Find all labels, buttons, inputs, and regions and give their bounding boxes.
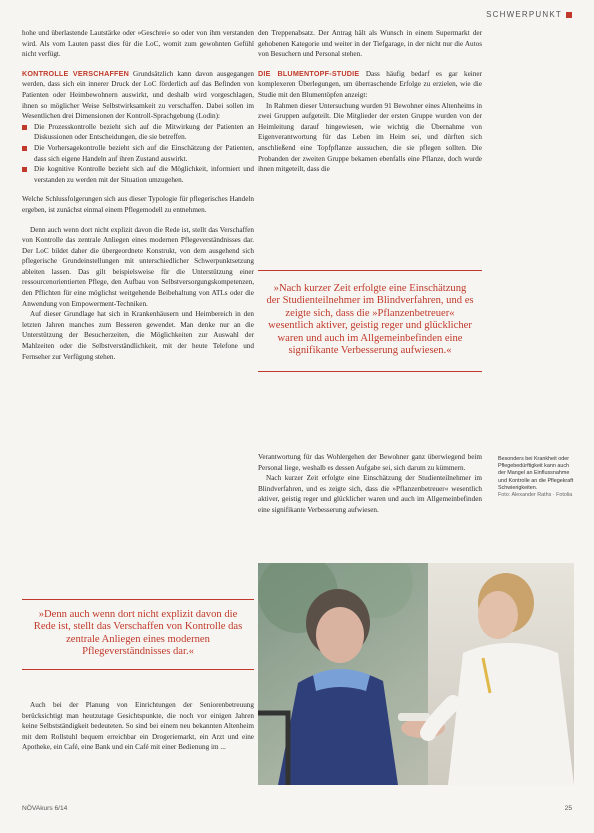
right-column xyxy=(258,28,482,175)
list-item: Die Vorhersagekontrolle bezieht sich auf die Einschätzung der Patienten, dass sich eigene Handeln auf ihren Zustand auswirkt. xyxy=(22,143,254,164)
section-label: SCHWERPUNKT xyxy=(486,10,562,19)
paragraph: Nach kurzer Zeit erfolgte eine Einschätzung der Studienteilnehmer im Blindverfahren, und es zeigte sich, dass die »Pflanzenbetreuer« wesentlich aktiver, geistig reger und glücklicher waren und auch im Allgemeinbefinden eine signifikante Verbesserung aufwiesen. xyxy=(258,474,482,514)
paragraph: Denn auch wenn dort nicht explizit davon die Rede ist, stellt das Verschaffen von Kontrolle das zentrale Anliegen eines modernen Pflegeverständnisses dar. Der LoC bildet daher die übergeordnete Konstrukt, von dem ausgehend sich pflegerische Grundeinstellungen mit unterschiedlicher Schwerpunktsetzung ableiten lassen. Das gilt beispielsweise für die Unterstützung einer ressourcenorientierten Pflege, den Aufbau von Selbstversorgungskompetenzen, den Pflichten für eine möglichst weitgehende Beibehaltung von ATLs oder die Anwendung von Empowerment-Techniken. xyxy=(22,225,254,308)
list-item: Die kognitive Kontrolle bezieht sich auf die Möglichkeit, informiert und verstanden zu werden mit der Situation umzugehen. xyxy=(22,164,254,185)
quote-text: »Nach kurzer Zeit erfolgte eine Einschätzung der Studienteilnehmer im Blindverfahren, und es zeigte sich, dass die »Pflanzenbetreuer« wesentlich aktiver, geistig reger und glücklicher waren und auch im Allgemeinbefinden eine signifikante Verbesserung aufwiesen.« xyxy=(266,283,474,357)
quote-rule-bottom xyxy=(258,371,482,372)
footer-left: NÖVAkurs 6/14 xyxy=(22,805,68,812)
photo-illustration xyxy=(258,563,574,785)
bullet-list xyxy=(22,122,254,186)
list-item: Die Prozesskontrolle bezieht sich auf die Mitwirkung der Patienten an Diskussionen oder Entscheidungen, die sie betreffen. xyxy=(22,122,254,143)
paragraph: Auf dieser Grundlage hat sich in Krankenhäusern und Heimbereich in den letzten Jahren manches zum Besseren gewendet. Man denke nur an die Unterstützung der Besucherzeiten, die Möglichkeiten zur Auswahl der Mahlzeiten oder die Selbstverständlichkeit, mit der heute Telefone und Fernseher zur Verfügung stehen. xyxy=(22,310,254,361)
left-column xyxy=(22,28,254,362)
paragraph: Verantwortung für das Wohlergehen der Bewohner ganz überwiegend beim Personal liege, weshalb es dessen Aufgabe sei, sich darum zu kümmern. xyxy=(258,453,482,472)
subheading: KONTROLLE VERSCHAFFEN xyxy=(22,68,130,78)
left-column-bottom xyxy=(22,700,254,753)
photo-caption xyxy=(498,456,576,499)
paragraph: hohe und überlastende Lautstärke oder »Geschrei« so oder von ihm verstanden wird. Als vom Lauten passt dies für die LoC, womit zum gewohnten Gefühl nicht verfügt. xyxy=(22,29,254,59)
pull-quote-left xyxy=(22,599,254,670)
right-column-continued xyxy=(258,452,482,516)
section-marker xyxy=(566,12,572,18)
paragraph: Welche Schlussfolgerungen sich aus dieser Typologie für pflegerisches Handeln ergeben, ist zunächst einmal einem Pflegemodell zu entnehmen. xyxy=(22,195,254,214)
quote-text: »Denn auch wenn dort nicht explizit davon die Rede ist, stellt das Verschaffen von Kontrolle das zentrale Anliegen eines modernen Pflegeverständnisses dar.« xyxy=(33,609,243,658)
quote-rule-bottom xyxy=(22,669,254,670)
photo-credit: Foto: Alexander Raths · Fotolia xyxy=(498,492,573,499)
section-header xyxy=(486,10,572,19)
paragraph: DIE BLUMENTOPF-STUDIE Dass häufig bedarf es gar keiner komplexeren Überlegungen, um überraschende Erfolge zu erzielen, wie die Studie mit den Blumentöpfen anzeigt: xyxy=(258,68,482,99)
page-number: 25 xyxy=(564,805,572,812)
subheading: DIE BLUMENTOPF-STUDIE xyxy=(258,68,360,78)
caption-text: Besonders bei Krankheit oder Pflegebedürftigkeit kann auch der Mangel an Einflussnahme und Kontrolle an die Pflegekraft Schwierigkeiten. xyxy=(498,456,574,491)
paragraph: Auch bei der Planung von Einrichtungen der Seniorenbetreuung berücksichtigt man heutzutage Gesichtspunkte, die noch vor einigen Jahren keine Selbstständigkeit bedeuteten. So sind bei einem neu bekannten Altenheim mit dem Rollstuhl bequem erreichbar ein Drogeriemarkt, ein Arzt und eine Apotheke, ein Café, eine Bank und ein Café mit einer Bedienung im ... xyxy=(22,701,254,752)
paragraph: In Rahmen dieser Untersuchung wurden 91 Bewohner eines Altenheims in zwei Gruppen aufgeteilt. Die Mitglieder der ersten Gruppe wurden von der Heimleitung darauf hingewiesen, wie wichtig die Übernahme von Eigenverantwortung für das Leben im Heim sei, und dürften sich anschließend eine Topfpflanze aussuchen, die sie pflegen sollten. Die Probanden der zweiten Gruppe bekamen ebenfalls eine Pflanze, doch wurde ihnen mitgeteilt, dass die xyxy=(258,101,482,174)
pull-quote-right xyxy=(258,270,482,372)
paragraph: den Treppenabsatz. Der Antrag hält als Wunsch in einem Supermarkt der gehobenen Kategorie und weiter in der Tiefgarage, in der nicht nur die Autos von Besuchern und Personal stehen. xyxy=(258,29,482,59)
care-photo xyxy=(258,563,574,785)
paragraph: KONTROLLE VERSCHAFFEN Grundsätzlich kann davon ausgegangen werden, dass sich ein innerer Druck der LoC förderlich auf das Befinden von Patienten oder Heimbewohnern auswirkt, und deshalb wird vorgeschlagen, ihnen so möglicher Weise Selbstwirksamkeit zu verschaffen. Dabei sollen im Wesentlichen drei Dimensionen der Kontroll-Sprachgebung (Lodin): xyxy=(22,68,254,121)
